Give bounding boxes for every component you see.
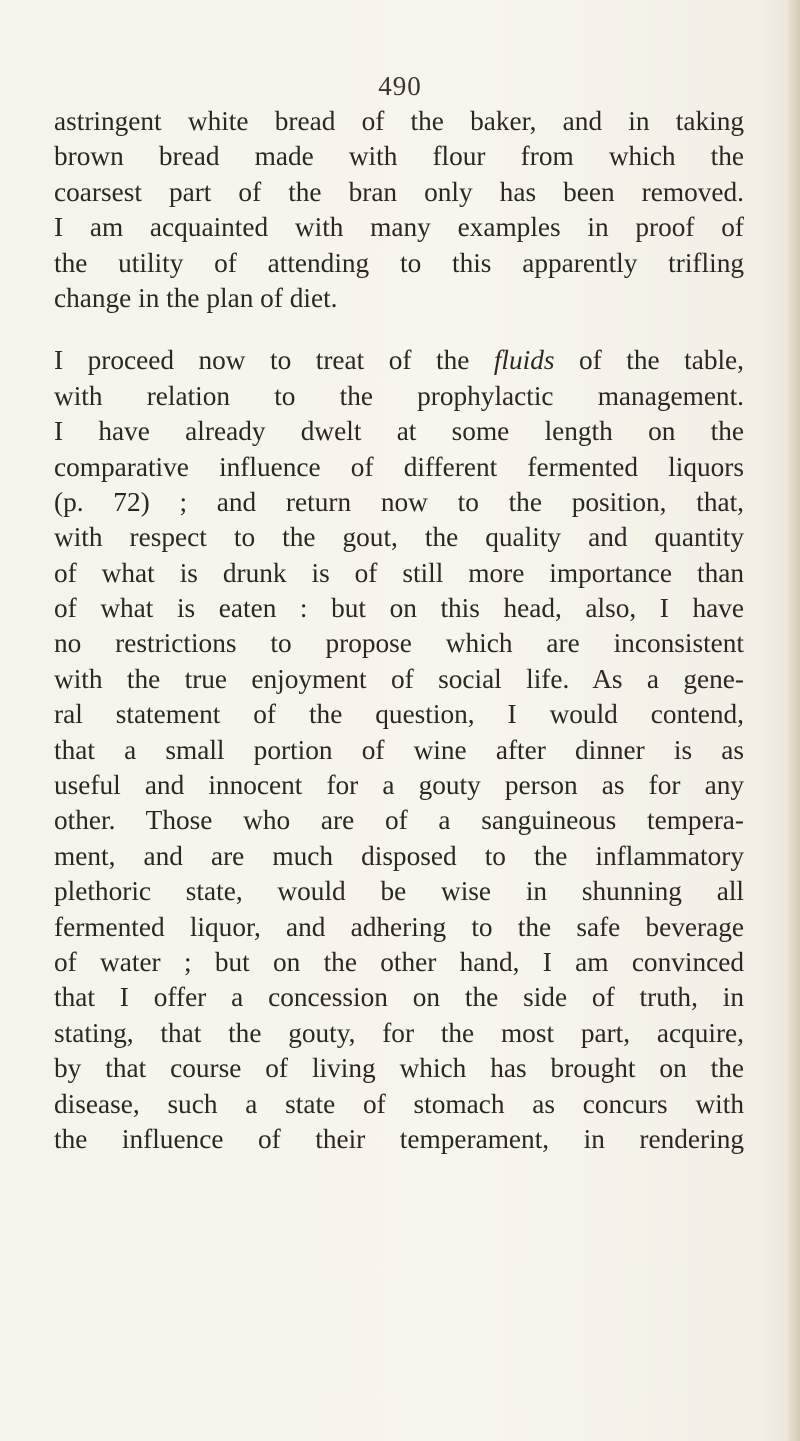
text-line: astringent white bread of the baker, and in taking: [54, 106, 744, 136]
text-line: that a small portion of wine after dinner is as: [54, 734, 744, 765]
paragraph-gap: [54, 316, 744, 343]
text-line: ment, and are much disposed to the inflammatory: [54, 840, 744, 871]
italic-word: fluids: [493, 345, 555, 376]
text-line: of what is drunk is of still more importance than: [54, 557, 744, 588]
text-run: of the table,: [554, 345, 744, 376]
text-line: coarsest part of the bran only has been removed.: [54, 176, 744, 207]
page-number: 490: [378, 71, 422, 101]
text-line: with relation to the prophylactic management.: [54, 380, 744, 411]
text-line: I am acquainted with many examples in proof of: [54, 212, 744, 243]
text-line: (p. 72) ; and return now to the position, that,: [54, 486, 744, 517]
text-line: I have already dwelt at some length on the: [54, 416, 744, 447]
text-line: of what is eaten : but on this head, also, I have: [54, 593, 744, 624]
text-line: the influence of their temperament, in rendering: [54, 1123, 744, 1154]
text-line: ral statement of the question, I would contend,: [54, 699, 744, 730]
body-text: [54, 104, 744, 1157]
page-edge-shadow: [786, 0, 800, 1441]
text-line: of water ; but on the other hand, I am convinced: [54, 946, 744, 977]
text-line: useful and innocent for a gouty person as for any: [54, 770, 744, 801]
text-line: by that course of living which has brought on the: [54, 1053, 744, 1084]
paragraph-1: [54, 104, 744, 316]
text-line: stating, that the gouty, for the most part, acquire,: [54, 1017, 744, 1048]
text-line: fermented liquor, and adhering to the safe beverage: [54, 911, 744, 942]
text-line: change in the plan of diet.: [54, 282, 338, 313]
text-line: plethoric state, would be wise in shunning all: [54, 876, 744, 907]
text-line: comparative influence of different fermented liquors: [54, 451, 744, 482]
paragraph-2: [54, 343, 744, 1157]
text-line-with-italic: [54, 343, 744, 378]
text-line: other. Those who are of a sanguineous tempera-: [54, 805, 744, 836]
text-line: the utility of attending to this apparently trifling: [54, 247, 744, 278]
text-line: with the true enjoyment of social life. As a gene-: [54, 663, 744, 694]
text-run: I proceed now to treat of the: [54, 345, 494, 376]
text-line: no restrictions to propose which are inconsistent: [54, 628, 744, 659]
text-line: that I offer a concession on the side of truth, in: [54, 982, 744, 1013]
text-line: with respect to the gout, the quality and quantity: [54, 522, 744, 553]
text-line: brown bread made with flour from which the: [54, 141, 744, 172]
text-line: disease, such a state of stomach as concurs with: [54, 1088, 744, 1119]
